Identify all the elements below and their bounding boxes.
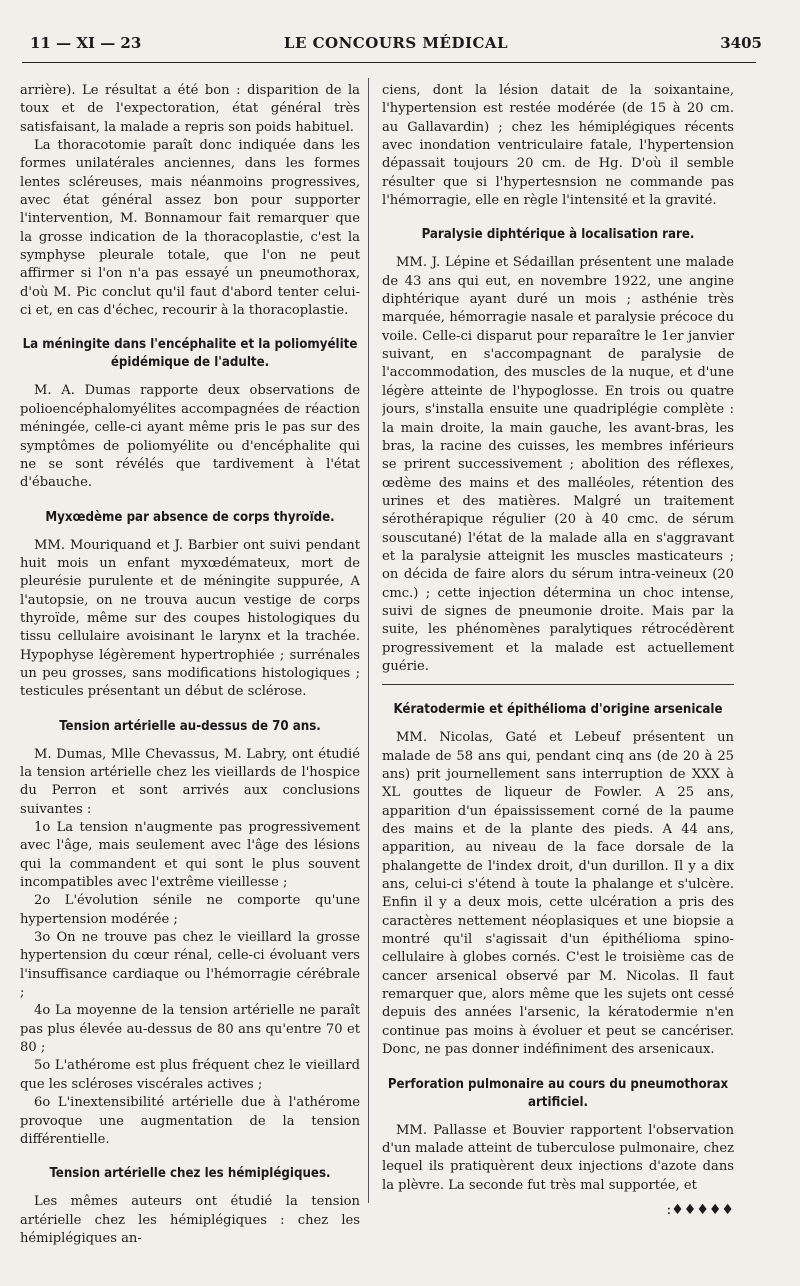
journal-title: LE CONCOURS MÉDICAL [283, 34, 509, 52]
page-number: 3405 [720, 34, 762, 52]
paragraph: MM. Pallasse et Bouvier rapportent l'observation d'un malade atteint de tuberculose pulmonaire, chez lequel ils pratiquèrent deux injections d'azote dans la plèvre. La seconde fut très mal supportée, et [382, 1122, 734, 1193]
paragraph: 5o L'athérome est plus fréquent chez le vieillard que les scléroses viscérales actives ; [20, 1058, 360, 1092]
paragraph: MM. Mouriquand et J. Barbier ont suivi pendant huit mois un enfant myxœdémateux, mort de pleurésie purulente et de méningite suppurée, A l'autopsie, on ne trouva aucun vestige de corps thyroïde, même sur des coupes histologiques du tissu cellulaire avoisinant le larynx et la trachée. Hypophyse légèrement hypertrophiée ; surrénales un peu grosses, sans modifications histologiques ; testicules présentant un début de sclérose. [20, 537, 360, 700]
paragraph: arrière). Le résultat a été bon : disparition de la toux et de l'expectoration, état général très satisfaisant, la malade a repris son poids habituel. [20, 83, 360, 135]
paragraph: 4o La moyenne de la tension artérielle ne paraît pas plus élevée au-dessus de 80 ans qu'entre 70 et 80 ; [20, 1003, 360, 1056]
paragraph: 3o On ne trouve pas chez le vieillard la grosse hypertension du cœur rénal, celle-ci évoluant vers l'insuffisance cardiaque ou l'hémorragie cérébrale ; [20, 930, 360, 1001]
paragraph: La thoracotomie paraît donc indiquée dans les formes unilatérales anciennes, dans les formes lentes scléreuses, mais néanmoins progressives, avec état général assez bon pour supporter l'intervention, M. Bonnamour fait remarquer que la grosse indication de la thoracoplastie, c'est la symphyse pleurale totale, que l'on ne peut affirmer si l'on n'a pas essayé un pneumothorax, d'où M. Pic conclut qu'il faut d'abord tenter celui-ci et, en cas d'échec, recourir à la thoracoplastie. [20, 138, 360, 319]
paragraph: Les mêmes auteurs ont étudié la tension artérielle chez les hémiplégiques : chez les hémiplégiques an- [20, 1194, 360, 1246]
section-heading: Perforation pulmonaire au cours du pneumothorax artificiel. [387, 1076, 729, 1110]
page-header [22, 34, 770, 60]
section-heading: Myxœdème par absence de corps thyroïde. [45, 509, 335, 525]
header-rule [22, 62, 756, 63]
paragraph: 2o L'évolution sénile ne comporte qu'une hypertension modérée ; [20, 893, 360, 927]
column-divider [368, 78, 369, 1203]
paragraph: MM. Nicolas, Gaté et Lebeuf présentent un malade de 58 ans qui, pendant cinq ans (de 20 à 25 ans) prit journellement sans interruption de XXX à XL gouttes de liqueur de Fowler. A 25 ans, apparition d'un épaississement corné de la paume des mains et de la plante des pieds. A 44 ans, apparition, au niveau de la face dorsale de la phalangette de l'index droit, d'un durillon. Il y a dix ans, celui-ci s'étend à toute la phalange et s'ulcère. Enfin il y a deux mois, cette ulcération a pris des caractères nettement néoplasiques et une biopsie a montré qu'il s'agissait d'un épithélioma spino-cellulaire à globes cornés. C'est le troisième cas de cancer arsenical observé par M. Nicolas. Il faut remarquer que, alors même que les sujets ont cessé depuis des années l'arsenic, la kératodermie n'en continue pas moins à évoluer et peut se cancériser. Donc, ne pas donner indéfiniment des arsenicaux. [382, 730, 734, 1058]
paragraph: ciens, dont la lésion datait de la soixantaine, l'hypertension est restée modérée (de 15 à 20 cm. au Gallavardin) ; chez les hémiplégiques récents avec inondation ventriculaire fatale, l'hypertension dépassait toujours 20 cm. de Hg. D'où il semble résulter que si l'hypertesnsion ne commande pas l'hémorragie, elle en règle l'intensité et la gravité. [382, 83, 734, 209]
end-ornament: :♦♦♦♦♦ [666, 1201, 734, 1218]
right-column [382, 82, 734, 1282]
paragraph: M. Dumas, Mlle Chevassus, M. Labry, ont étudié la tension artérielle chez les vieillards de l'hospice du Perron et sont arrivés aux conclusions suivantes : [20, 746, 360, 817]
paragraph: M. A. Dumas rapporte deux observations de polioencéphalomyélites accompagnées de réaction méningée, celle-ci ayant même pris le pas sur des symptômes de poliomyélite ou d'encéphalite qui ne se sont révélés que tardivement à l'état d'ébauche. [20, 383, 360, 491]
section-heading: La méningite dans l'encéphalite et la poliomyélite épidémique de l'adulte. [22, 337, 358, 371]
section-heading: Paralysie diphtérique à localisation rare. [421, 227, 695, 243]
left-column [20, 82, 360, 1282]
paragraph: 6o L'inextensibilité artérielle due à l'athérome provoque une augmentation de la tension différentielle. [20, 1095, 360, 1147]
issue-date: 11 — XI — 23 [30, 34, 142, 52]
paragraph: MM. J. Lépine et Sédaillan présentent une malade de 43 ans qui eut, en novembre 1922, une angine diphtérique ayant duré un mois ; asthénie très marquée, hémorragie nasale et paralysie précoce du voile. Celle-ci disparut pour reparaître le 1er janvier suivant, en s'accompagnant de paralysie de l'accommodation, des muscles de la nuque, et d'une légère atteinte de l'hypoglosse. En trois ou quatre jours, s'installa ensuite une quadriplégie complète : la main droite, la main gauche, les avant-bras, les bras, la racine des cuisses, les membres inférieurs se prirent successivement ; abolition des réflexes, œdème des mains et des malléoles, rétention des urines et des matières. Malgré un traitement sérothérapique régulier (20 à 40 cmc. de sérum souscutané) l'état de la malade alla en s'aggravant et la paralysie atteignit les muscles masticateurs ; on décida de faire alors du sérum intra-veineux (20 cmc.) ; cette injection détermina un choc intense, suivi de signes de pneumonie droite. Mais par la suite, les phénomènes paralytiques rétrocédèrent progressivement et la malade est actuellement guérie. [382, 255, 734, 674]
paragraph: 1o La tension n'augmente pas progressivement avec l'âge, mais seulement avec l'âge des lésions qui la commandent et qui sont le plus souvent incompatibles avec l'extrême vieillesse ; [20, 820, 360, 891]
section-heading: Tension artérielle au-dessus de 70 ans. [59, 718, 321, 734]
section-heading: Kératodermie et épithélioma d'origine arsenicale [393, 702, 723, 718]
section-rule [382, 684, 734, 685]
section-heading: Tension artérielle chez les hémiplégiques. [49, 1166, 331, 1182]
